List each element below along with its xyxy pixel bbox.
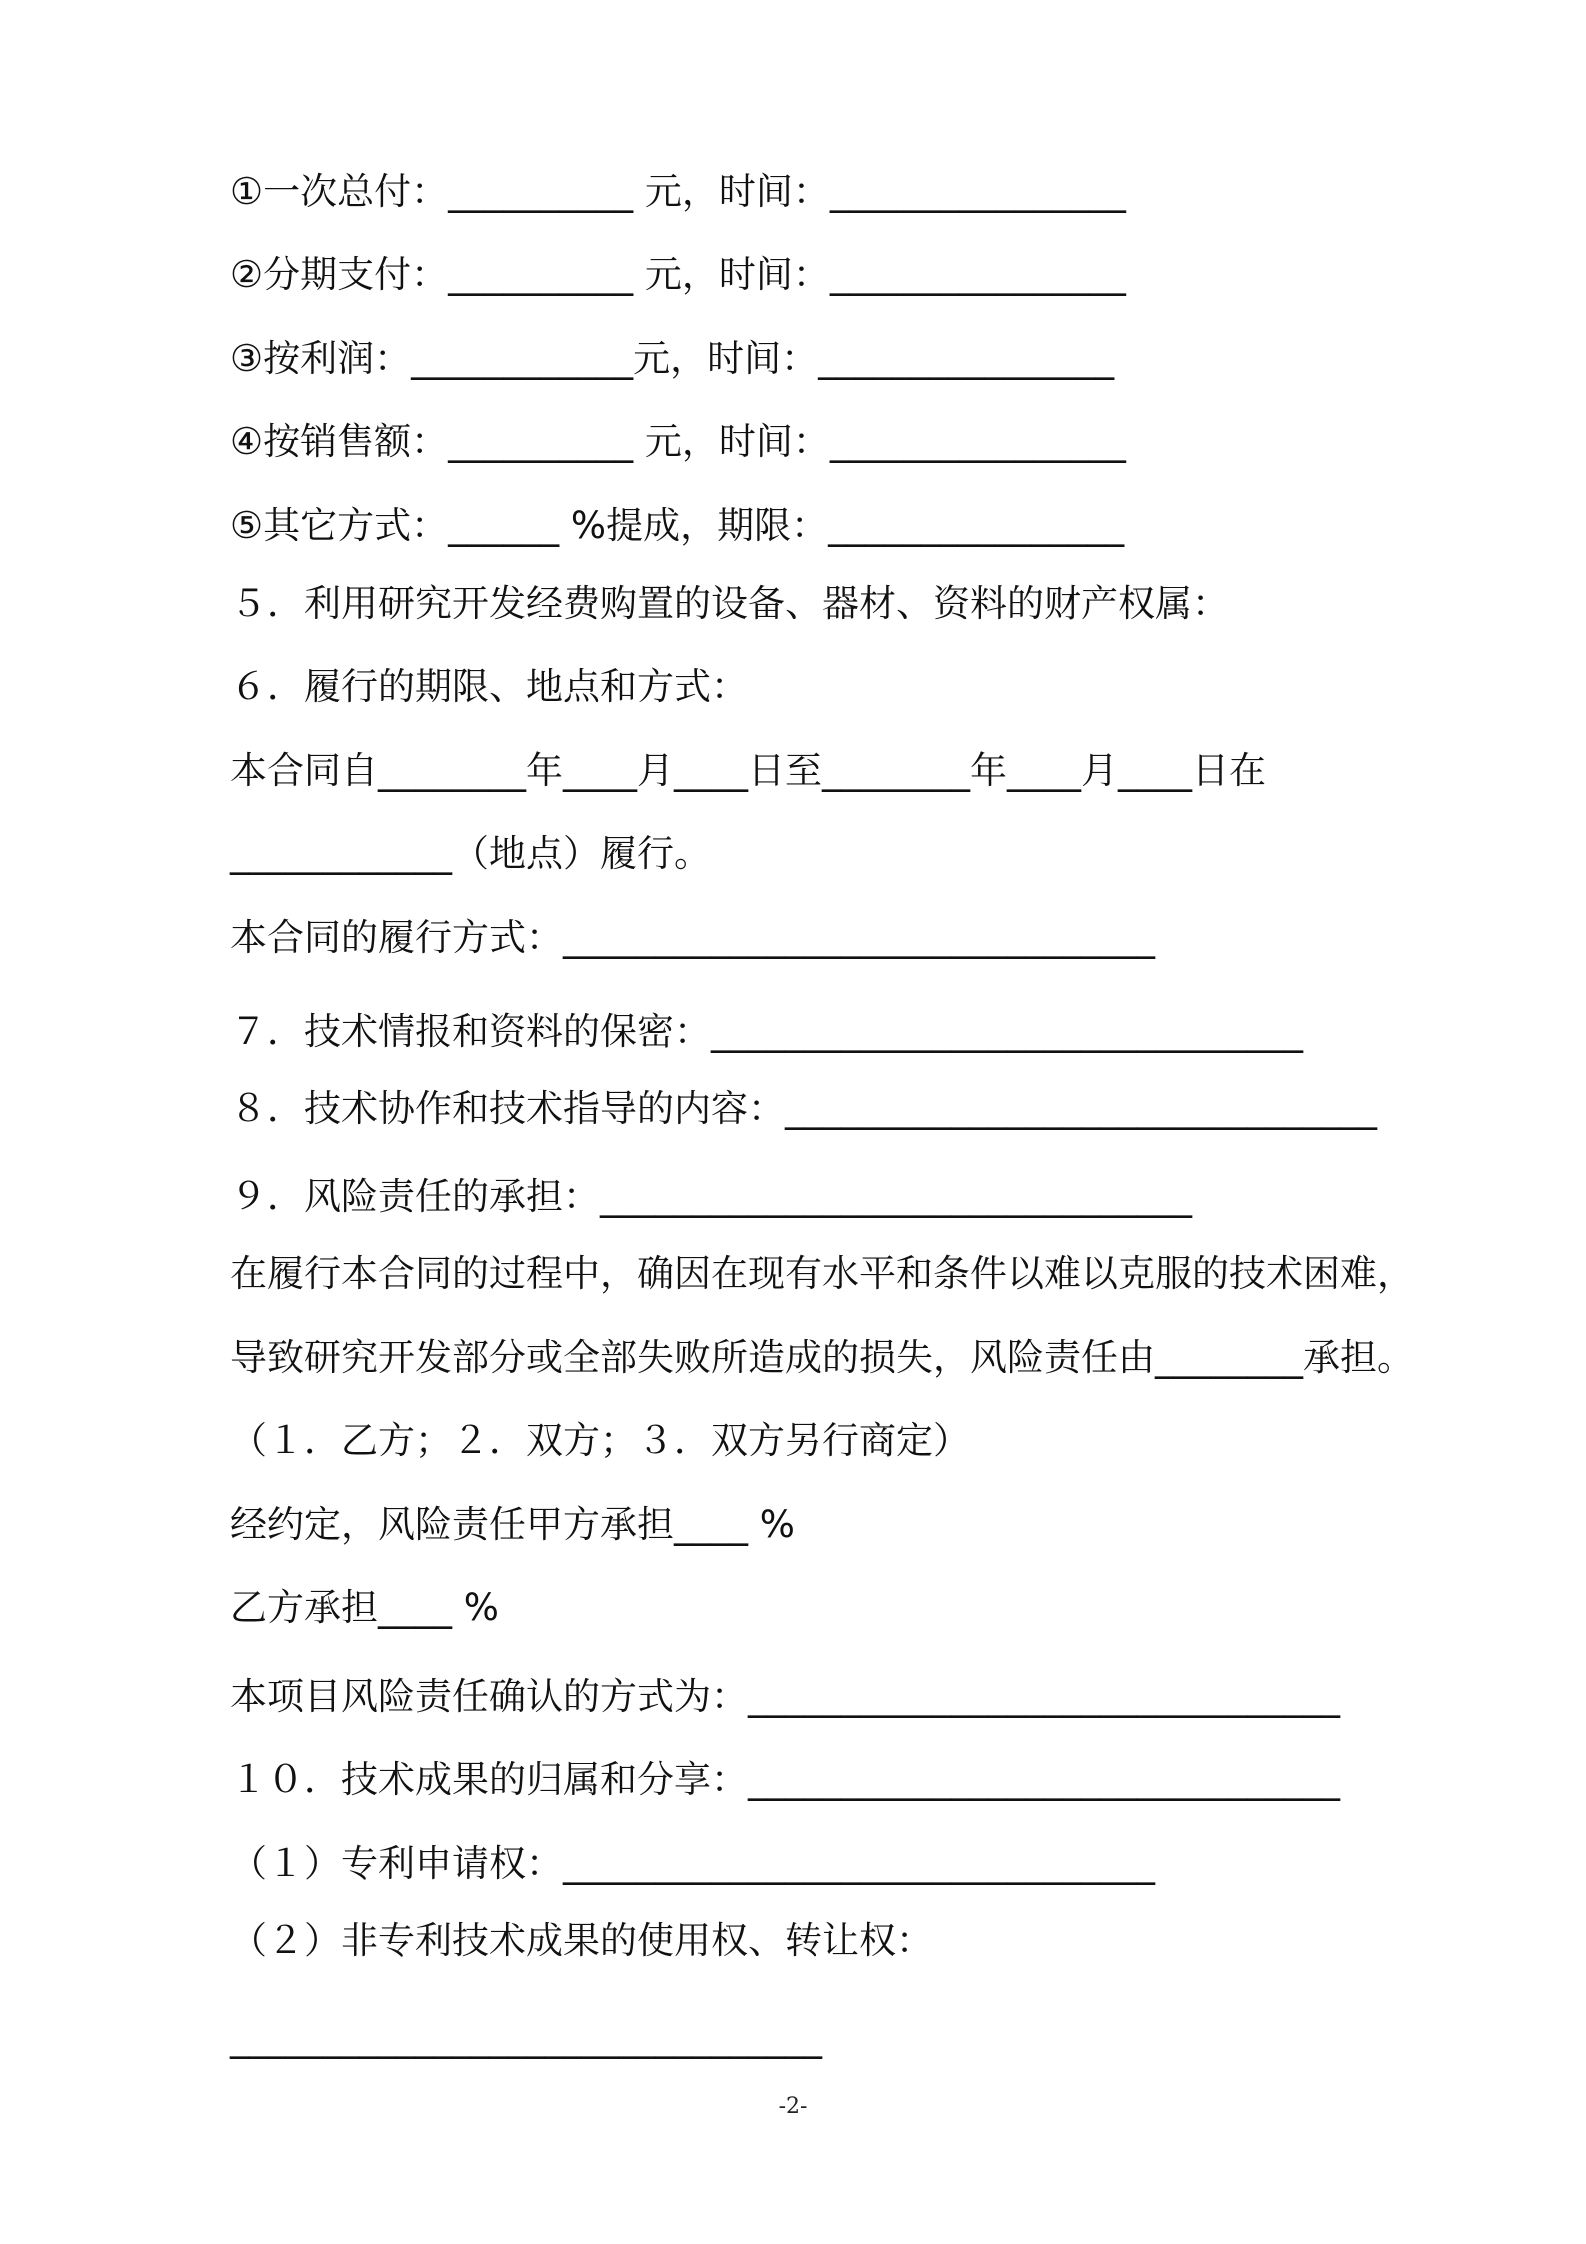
risk-party-b-share: 乙方承担____ % [230,1586,499,1629]
performance-method: 本合同的履行方式：________________________________ [230,916,1155,959]
non-patent-results-rights: （２）非专利技术成果的使用权、转让权： [230,1919,933,1962]
blank-fill-line: ________________________________ [230,2016,822,2059]
clause-8-technical-guidance: ８．技术协作和技术指导的内容：________________________________ [230,1087,1377,1130]
clause-10-results-ownership: １０．技术成果的归属和分享：________________________________ [230,1758,1340,1801]
performance-period: 本合同自________年____月____日至________年____月____日在 [230,749,1266,792]
risk-options: （１．乙方；２．双方；３．双方另行商定） [230,1419,970,1462]
clause-7-confidentiality: ７．技术情报和资料的保密：________________________________ [230,1010,1303,1053]
payment-lump-sum: ①一次总付：__________ 元，时间：________________ [230,170,1126,213]
risk-confirmation-method: 本项目风险责任确认的方式为：________________________________ [230,1675,1340,1718]
payment-by-profit: ③按利润：____________元，时间：________________ [230,337,1115,380]
payment-installment: ②分期支付：__________ 元，时间：________________ [230,253,1126,296]
clause-5-property-ownership: ５．利用研究开发经费购置的设备、器材、资料的财产权属： [230,582,1229,625]
patent-application-right: （１）专利申请权：________________________________ [230,1842,1155,1885]
risk-paragraph-line-2: 导致研究开发部分或全部失败所造成的损失，风险责任由________承担。 [230,1336,1414,1379]
payment-other-method: ⑤其它方式：______ %提成，期限：________________ [230,504,1125,547]
page-number: -2- [778,2094,808,2119]
risk-paragraph-line-1: 在履行本合同的过程中，确因在现有水平和条件以难以克服的技术困难， [230,1252,1414,1295]
clause-9-risk-liability: ９．风险责任的承担：________________________________ [230,1175,1192,1218]
risk-party-a-share: 经约定，风险责任甲方承担____ % [230,1503,795,1546]
performance-location: ____________（地点）履行。 [230,832,711,875]
clause-6-performance: ６．履行的期限、地点和方式： [230,665,748,708]
payment-by-sales: ④按销售额：__________ 元，时间：________________ [230,420,1126,463]
